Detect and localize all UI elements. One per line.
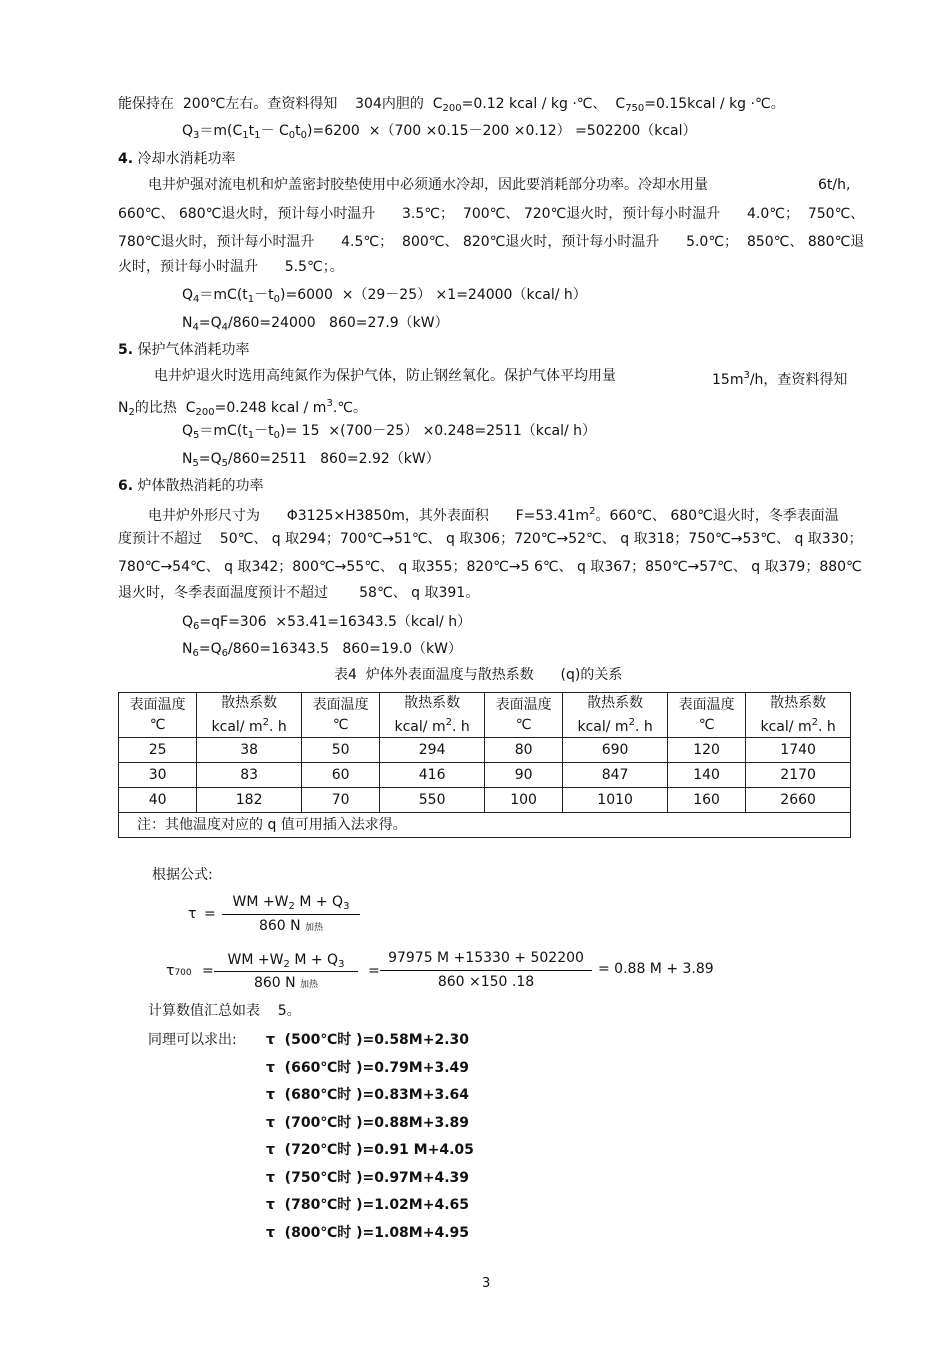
section-heading: 4. 冷却水消耗功率 [118,151,236,167]
equation-q5: $Q_5=mC(t_1-t_0)= 15 \times(700-25)$ ×0.248=2511（kcal/ h） [182,423,597,441]
paragraph-line: $15m^3/h$，查资料得知 [712,370,848,388]
table-cell: 2660 [746,788,851,813]
header-cell: 散热系数 kcal/ $m^2$. h [380,693,485,738]
equation-n5: $N_5=Q_5/860=2511$ 860=2.92（kW） [182,451,440,469]
formula-result: = 0.88 M + 3.89 [598,961,714,977]
formula-denominator: 860 ×150 .18 [437,974,535,990]
result-item: τ (720℃时 )=0.91 M+4.05 [266,1142,474,1158]
header-cell: 散热系数 kcal/ $m^2$. h [197,693,302,738]
paragraph-line: 退火时，冬季表面温度预计不超过 58℃、 q 取391。 [118,585,480,601]
table-cell: 120 [667,738,745,763]
formula-denominator: 860 N 加热 [253,975,319,991]
equation-q6: $Q_6=qF=306$ ×53.41=16343.5（kcal/ h） [182,614,472,632]
paragraph-line: $N_2$的比热 $C_{200}=0.248$ kcal / $m^3.℃$。 [118,398,367,418]
table-cell: 2170 [746,763,851,788]
table-cell: 100 [484,788,562,813]
heat-dissipation-table [118,692,851,838]
header-cell: 表面温度 ℃ [484,693,562,738]
paragraph-line: 度预计不超过 50℃、 q 取294；700℃→51℃、 q 取306；720℃→52℃、 q 取318；750℃→53℃、 q 取330； [118,531,863,547]
table-cell: 30 [119,763,197,788]
table-cell: 25 [119,738,197,763]
table-row [119,788,851,813]
equals-sign: = [204,906,216,922]
equals-sign: = [368,963,380,979]
table-caption: 表4 炉体外表面温度与散热系数 (q)的关系 [334,667,623,683]
table-cell: 847 [563,763,668,788]
result-item: τ (660℃时 )=0.79M+3.49 [266,1060,470,1076]
paragraph-line: 电井炉退火时选用高纯氮作为保护气体，防止钢丝氧化。保护气体平均用量 [154,368,616,384]
table-cell: 1740 [746,738,851,763]
summary-line: 计算数值汇总如表 5。 [148,1003,301,1019]
table-cell: 416 [380,763,485,788]
header-cell: 表面温度 ℃ [119,693,197,738]
result-item: τ (680℃时 )=0.83M+3.64 [266,1087,470,1103]
table-row [119,763,851,788]
table-cell: 83 [197,763,302,788]
header-cell: 表面温度 ℃ [301,693,379,738]
table-cell: 60 [301,763,379,788]
paragraph-line: 电井炉外形尺寸为 Φ3125×H3850m，其外表面积 $F=53.41m^2$。660℃、 680℃退火时，冬季表面温 [148,506,839,524]
table-cell: 690 [563,738,668,763]
table-cell: 140 [667,763,745,788]
equation-q4: $Q_4=mC(t_1-t_0)=6000 \times(29-25)$ ×1=24000（kcal/ h） [182,287,587,305]
section-heading: 5. 保护气体消耗功率 [118,342,250,358]
equation-q3: $Q_3=m(C_1t_1- C_0t_0)=6200 \times(700 \times 0.15-200 \times 0.12)$ =502200（kcal） [182,123,697,141]
result-item: τ (750℃时 )=0.97M+4.39 [266,1170,470,1186]
paragraph-line: 780℃退火时，预计每小时温升 4.5℃； 800℃、 820℃退火时，预计每小时温升 5.0℃； 850℃、 880℃退 [118,234,865,250]
fraction-bar [214,971,358,972]
header-cell: 散热系数 kcal/ $m^2$. h [746,693,851,738]
section-heading: 6. 炉体散热消耗的功率 [118,478,264,494]
table-row [119,738,851,763]
fraction-bar [222,914,360,915]
summary-line: 同理可以求出: [148,1032,237,1048]
page-number: 3 [482,1276,491,1291]
table-cell: 40 [119,788,197,813]
paragraph-line: 火时，预计每小时温升 5.5℃；。 [118,259,344,275]
paragraph-line: 660℃、 680℃退火时，预计每小时温升 3.5℃； 700℃、 720℃退火时，预计每小时温升 4.0℃； 750℃、 [118,206,865,222]
header-cell: 表面温度 ℃ [667,693,745,738]
table-cell: 1010 [563,788,668,813]
table-cell: 550 [380,788,485,813]
table-header-row [119,693,851,738]
table-cell: 160 [667,788,745,813]
result-item: τ (700℃时 )=0.88M+3.89 [266,1115,470,1131]
equals-sign: = [202,963,214,979]
tau700-symbol: τ700 [166,963,192,979]
header-cell: 散热系数 kcal/ $m^2$. h [563,693,668,738]
table-cell: 50 [301,738,379,763]
paragraph-line: 电井炉强对流电机和炉盖密封胶垫使用中必须通水冷却，因此要消耗部分功率。冷却水用量 [148,177,708,193]
formula-numerator: WM $+W_2$ $M + Q_3$ [232,894,350,912]
table-note: 注：其他温度对应的 q 值可用插入法求得。 [119,813,851,838]
result-item: τ (500℃时 )=0.58M+2.30 [266,1032,470,1048]
text-line: 能保持在 200℃左右。查资料得知 304内胆的 $C_{200}=0.12$ kcal / kg ·℃、 $C_{750}=0.15kcal$ / kg ·℃。 [118,96,785,114]
table-cell: 90 [484,763,562,788]
table-cell: 294 [380,738,485,763]
table-cell: 182 [197,788,302,813]
paragraph-line: 6t/h, [818,177,851,193]
table-cell: 38 [197,738,302,763]
table-cell: 70 [301,788,379,813]
formula-denominator: 860 N 加热 [258,918,324,934]
equation-n6: $N_6=Q_6/860=16343.5$ 860=19.0（kW） [182,641,462,659]
formula-numerator: 97975 M +15330 + 502200 [388,950,584,966]
formula-numerator: WM $+W_2$ $M + Q_3$ [227,952,345,970]
table-note-row [119,813,851,838]
tau-symbol: τ [188,906,197,922]
equation-n4: $N_4=Q_4/860=24000$ 860=27.9（kW） [182,315,449,333]
fraction-bar [380,970,592,971]
result-item: τ (800℃时 )=1.08M+4.95 [266,1225,470,1241]
table-cell: 80 [484,738,562,763]
paragraph-line: 780℃→54℃、 q 取342；800℃→55℃、 q 取355；820℃→5 6℃、 q 取367；850℃→57℃、 q 取379；880℃ [118,559,862,575]
formula-intro: 根据公式: [152,867,213,883]
result-item: τ (780℃时 )=1.02M+4.65 [266,1197,470,1213]
